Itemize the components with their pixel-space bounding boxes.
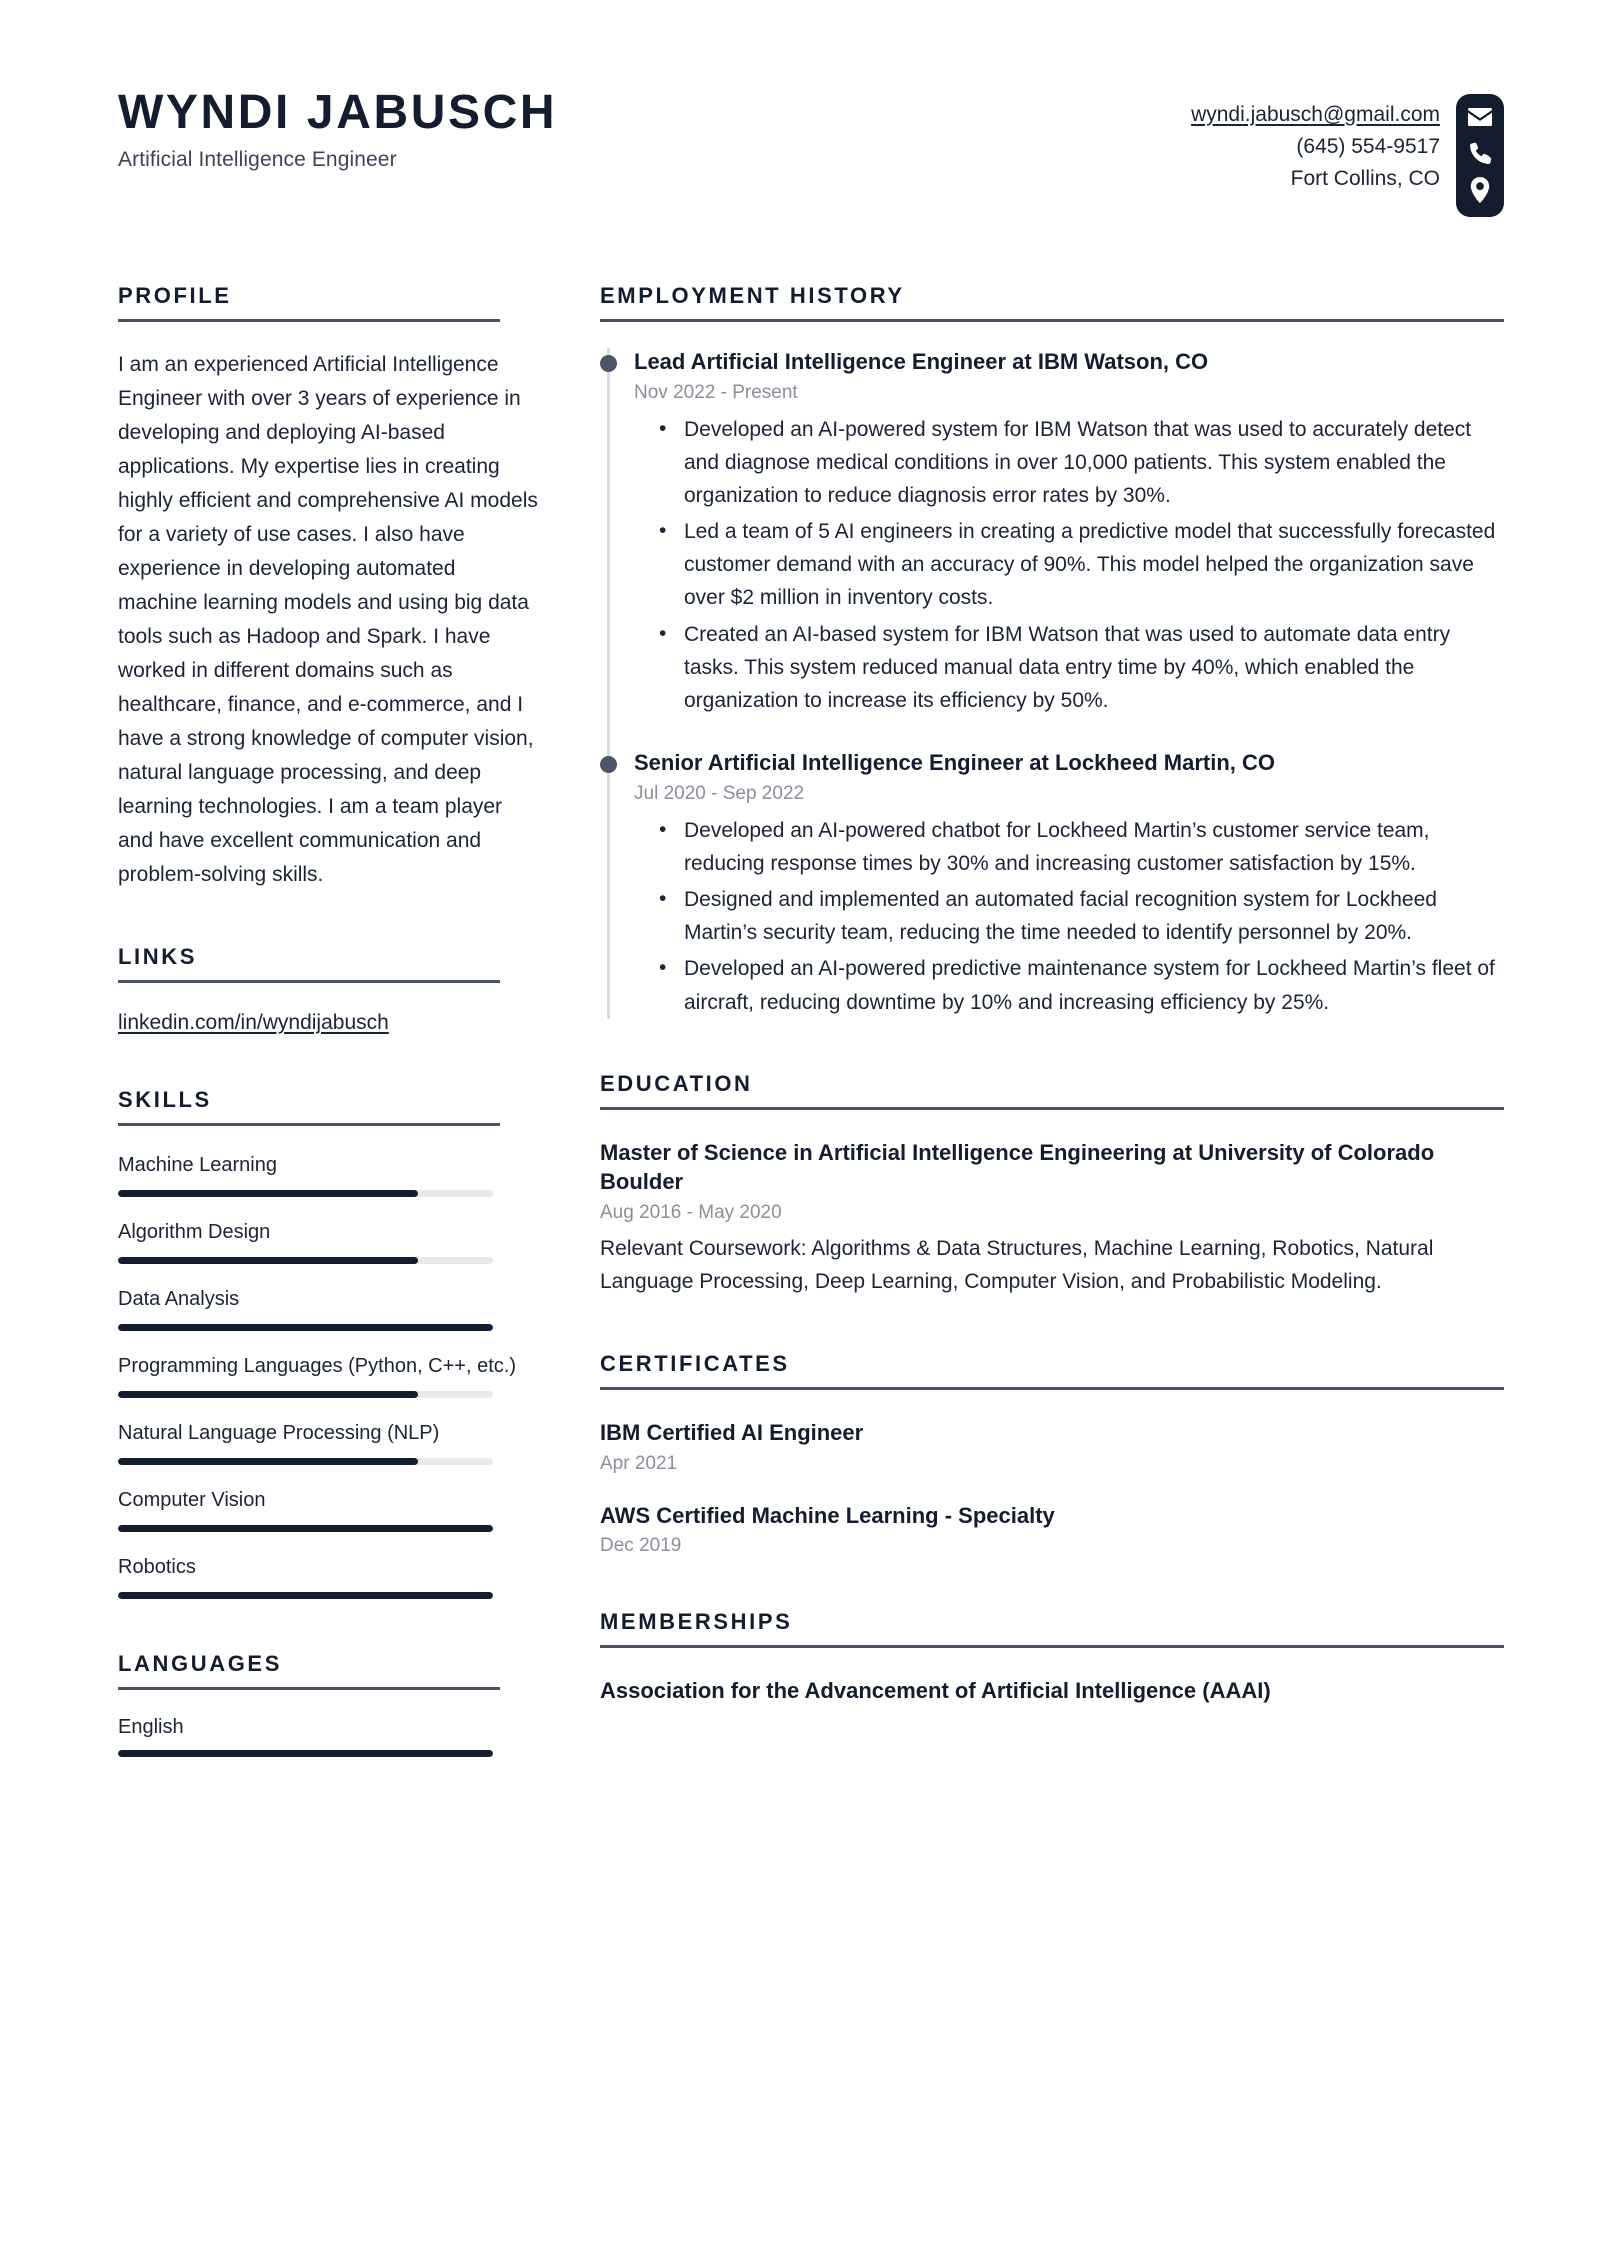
- section-skills: [118, 1087, 516, 1599]
- section-divider: [600, 1387, 1504, 1390]
- skill-label: Robotics: [118, 1556, 196, 1579]
- employment-dates: Jul 2020 - Sep 2022: [634, 782, 805, 804]
- sidebar-column: [118, 283, 548, 1757]
- section-title-certificates: CERTIFICATES: [600, 1351, 790, 1377]
- contact-phone: (645) 554-9517: [1296, 134, 1440, 158]
- section-divider: [118, 1687, 500, 1690]
- language-bar-track: [118, 1750, 493, 1757]
- membership-entry: [600, 1676, 1504, 1706]
- contact-block: [1191, 78, 1504, 217]
- resume-body: [0, 283, 1600, 1757]
- section-title-links: LINKS: [118, 944, 197, 970]
- employment-bullet: • Designed and implemented an automated facial recognition system for Lockheed Martin’s security team, reducing the time needed to identify personnel by 20%.: [684, 883, 1504, 949]
- skill-bar-track: [118, 1458, 493, 1465]
- language-label: English: [118, 1716, 184, 1739]
- education-entry: [600, 1138, 1504, 1299]
- skill-bar-track: [118, 1190, 493, 1197]
- section-links: [118, 944, 500, 1035]
- employment-entry: [634, 749, 1504, 1019]
- section-title-profile: PROFILE: [118, 283, 232, 308]
- section-title-employment: EMPLOYMENT HISTORY: [600, 283, 905, 308]
- skill-bar-fill: [118, 1592, 493, 1599]
- skill-label: Data Analysis: [118, 1288, 240, 1311]
- employment-bullet-list: [634, 814, 1504, 1019]
- contact-icon-rail: [1456, 94, 1504, 217]
- education-entry-description: Relevant Coursework: Algorithms & Data Structures, Machine Learning, Robotics, Natural Language Processing, Deep Learning, Computer Vision, and Probabilistic Modeling.: [600, 1237, 1434, 1294]
- skill-bar-fill: [118, 1257, 418, 1264]
- certificate-entry-title: AWS Certified Machine Learning - Specialty: [600, 1502, 1055, 1528]
- certificate-entry-dates: Dec 2019: [600, 1535, 682, 1557]
- skill-bar-track: [118, 1391, 493, 1398]
- section-divider: [600, 1107, 1504, 1110]
- skill-item: [118, 1420, 500, 1465]
- section-title-education: EDUCATION: [600, 1070, 753, 1096]
- education-list: [600, 1138, 1504, 1299]
- skills-list: [118, 1152, 516, 1599]
- timeline-dot-icon: [600, 355, 617, 372]
- contact-location: Fort Collins, CO: [1290, 166, 1440, 190]
- certificates-list: [600, 1418, 1504, 1557]
- skill-bar-fill: [118, 1190, 418, 1197]
- education-entry-title: Master of Science in Artificial Intelligence Engineering at University of Colorado Boulder: [600, 1139, 1435, 1195]
- employment-job-title: Lead Artificial Intelligence Engineer at IBM Watson, CO: [634, 349, 1209, 374]
- employment-bullet: • Developed an AI-powered predictive maintenance system for Lockheed Martin’s fleet of aircraft, reducing downtime by 10% and increasing efficiency by 25%.: [684, 952, 1504, 1018]
- skill-label: Algorithm Design: [118, 1221, 271, 1244]
- candidate-name: WYNDI JABUSCH: [118, 86, 558, 139]
- language-bar-fill: [118, 1750, 493, 1757]
- candidate-job-title: Artificial Intelligence Engineer: [118, 147, 397, 171]
- skill-label: Machine Learning: [118, 1154, 277, 1177]
- skill-item: [118, 1487, 500, 1532]
- section-title-memberships: MEMBERSHIPS: [600, 1609, 793, 1635]
- profile-body-text: I am an experienced Artificial Intelligence Engineer with over 3 years of experience in developing and deploying AI-based applications. My expertise lies in creating highly efficient and comprehensive AI models for a variety of use cases. I also have experience in developing automated machine learning models and using big data tools such as Hadoop and Spark. I have worked in different domains such as healthcare, finance, and e-commerce, and I have a strong knowledge of computer vision, natural language processing, and deep learning technologies. I am a team player and have excellent communication and problem-solving skills.: [118, 353, 538, 887]
- skill-bar-fill: [118, 1458, 418, 1465]
- skill-bar-fill: [118, 1324, 493, 1331]
- skill-label: Computer Vision: [118, 1489, 266, 1512]
- employment-timeline: [600, 348, 1504, 1019]
- section-title-skills: SKILLS: [118, 1087, 212, 1113]
- section-employment-history: [600, 283, 1504, 1019]
- certificate-entry-dates: Apr 2021: [600, 1452, 678, 1474]
- skill-item: [118, 1152, 500, 1197]
- skill-item: [118, 1353, 516, 1398]
- contact-details: [1191, 94, 1440, 195]
- employment-bullet: • Created an AI-based system for IBM Watson that was used to automate data entry tasks. This system reduced manual data entry time by 40%, which enabled the organization to increase its efficiency by 50%.: [684, 618, 1504, 718]
- skill-item: [118, 1286, 500, 1331]
- employment-bullet: • Developed an AI-powered chatbot for Lockheed Martin’s customer service team, reducing response times by 30% and increasing customer satisfaction by 15%.: [684, 814, 1504, 880]
- employment-entry: [634, 348, 1504, 717]
- section-divider: [118, 319, 500, 322]
- identity-block: [118, 78, 557, 172]
- contact-email[interactable]: wyndi.jabusch@gmail.com: [1191, 103, 1440, 126]
- skill-bar-track: [118, 1592, 493, 1599]
- main-column: [548, 283, 1504, 1757]
- skill-item: [118, 1219, 500, 1264]
- section-profile: [118, 283, 538, 892]
- section-title-languages: LANGUAGES: [118, 1651, 282, 1677]
- employment-job-title: Senior Artificial Intelligence Engineer at Lockheed Martin, CO: [634, 750, 1275, 776]
- certificate-entry-title: IBM Certified AI Engineer: [600, 1420, 864, 1446]
- skill-bar-track: [118, 1257, 493, 1264]
- employment-dates: Nov 2022 - Present: [634, 381, 798, 403]
- skill-bar-fill: [118, 1525, 493, 1532]
- section-certificates: [600, 1351, 1504, 1557]
- location-pin-icon: [1470, 177, 1490, 203]
- section-education: [600, 1071, 1504, 1299]
- memberships-list: [600, 1676, 1504, 1706]
- timeline-dot-icon: [600, 756, 617, 773]
- employment-bullet: • Led a team of 5 AI engineers in creating a predictive model that successfully forecasted customer demand with an accuracy of 90%. This model helped the organization save over $2 million in inventory costs.: [684, 515, 1504, 615]
- certificate-entry: [600, 1501, 1504, 1558]
- section-languages: [118, 1651, 500, 1757]
- skill-bar-track: [118, 1324, 493, 1331]
- membership-entry-title: Association for the Advancement of Artificial Intelligence (AAAI): [600, 1678, 1271, 1704]
- certificate-entry: [600, 1418, 1504, 1475]
- link-linkedin[interactable]: linkedin.com/in/wyndijabusch: [118, 1011, 389, 1035]
- skill-label: Programming Languages (Python, C++, etc.): [118, 1355, 516, 1378]
- section-divider: [600, 1645, 1504, 1648]
- section-divider: [600, 319, 1504, 322]
- employment-bullet: • Developed an AI-powered system for IBM Watson that was used to accurately detect and diagnose medical conditions in over 10,000 patients. This system enabled the organization to reduce diagnosis error rates by 30%.: [684, 413, 1504, 513]
- phone-icon: [1468, 140, 1492, 164]
- section-divider: [118, 1123, 500, 1126]
- skill-bar-track: [118, 1525, 493, 1532]
- language-item: [118, 1716, 500, 1757]
- resume-header: [0, 0, 1600, 217]
- education-entry-dates: Aug 2016 - May 2020: [600, 1202, 782, 1224]
- section-memberships: [600, 1609, 1504, 1706]
- section-divider: [118, 980, 500, 983]
- employment-bullet-list: [634, 413, 1504, 718]
- languages-list: [118, 1716, 500, 1757]
- skill-label: Natural Language Processing (NLP): [118, 1422, 440, 1445]
- skill-item: [118, 1554, 500, 1599]
- skill-bar-fill: [118, 1391, 418, 1398]
- envelope-icon: [1467, 107, 1493, 127]
